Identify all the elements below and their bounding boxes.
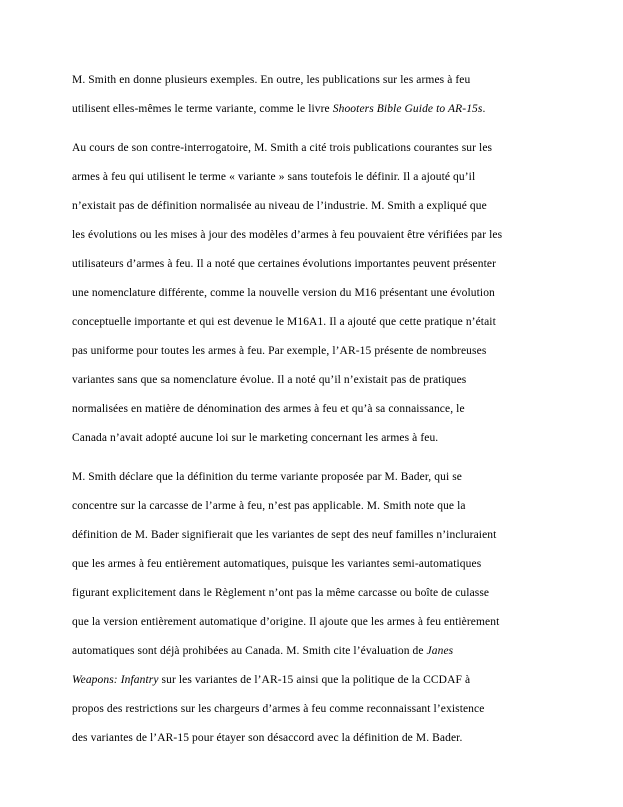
text-segment: utilisateurs d’armes à feu. Il a noté que certaines évolutions importantes peuvent présenter <box>72 258 497 270</box>
text-segment: sur les variantes de l’AR-15 ainsi que la politique de la CCDAF à <box>158 674 471 686</box>
text-segment: M. Smith déclare que la définition du terme variante proposée par M. Bader, qui se <box>72 471 462 483</box>
text-segment: définition de M. Bader signifierait que les variantes de sept des neuf familles n’incluraient <box>72 529 497 541</box>
text-line <box>72 724 572 753</box>
text-segment: Canada n’avait adopté aucune loi sur le marketing concernant les armes à feu. <box>72 432 439 444</box>
text-line <box>72 695 572 724</box>
text-line <box>72 250 572 279</box>
text-segment: les évolutions ou les mises à jour des modèles d’armes à feu pouvaient être vérifiées par les <box>72 229 503 241</box>
text-line <box>72 608 572 637</box>
text-segment: . <box>482 103 486 115</box>
text-line <box>72 395 572 424</box>
italic-text-segment: Janes <box>426 645 454 657</box>
text-segment: concentre sur la carcasse de l’arme à feu, n’est pas applicable. M. Smith note que la <box>72 500 466 512</box>
text-line <box>72 192 572 221</box>
text-segment: figurant explicitement dans le Règlement n’ont pas la même carcasse ou boîte de culasse <box>72 587 490 599</box>
text-segment: n’existait pas de définition normalisée au niveau de l’industrie. M. Smith a expliqué que <box>72 200 487 212</box>
text-segment: automatiques sont déjà prohibées au Canada. M. Smith cite l’évaluation de <box>72 645 427 657</box>
text-line <box>72 95 572 124</box>
paragraph-3 <box>72 463 572 753</box>
text-line <box>72 308 572 337</box>
document-text-block <box>72 66 572 763</box>
text-line <box>72 424 572 453</box>
text-segment: pas uniforme pour toutes les armes à feu. Par exemple, l’AR-15 présente de nombreuses <box>72 345 487 357</box>
text-segment: M. Smith en donne plusieurs exemples. En outre, les publications sur les armes à feu <box>72 74 471 86</box>
text-segment: des variantes de l’AR-15 pour étayer son désaccord avec la définition de M. Bader. <box>72 732 463 744</box>
text-line <box>72 579 572 608</box>
text-line <box>72 492 572 521</box>
italic-text-segment: Weapons: Infantry <box>72 674 159 686</box>
text-line <box>72 463 572 492</box>
text-line <box>72 337 572 366</box>
text-line <box>72 134 572 163</box>
text-line <box>72 637 572 666</box>
text-line <box>72 521 572 550</box>
text-segment: variantes sans que sa nomenclature évolue. Il a noté qu’il n’existait pas de pratiques <box>72 374 467 386</box>
paragraph-1 <box>72 66 572 124</box>
text-line <box>72 550 572 579</box>
text-segment: armes à feu qui utilisent le terme « variante » sans toutefois le définir. Il a ajouté qu’il <box>72 171 476 183</box>
text-segment: une nomenclature différente, comme la nouvelle version du M16 présentant une évolution <box>72 287 495 299</box>
text-segment: conceptuelle importante et qui est devenue le M16A1. Il a ajouté que cette pratique n’était <box>72 316 496 328</box>
text-segment: utilisent elles-mêmes le terme variante, comme le livre <box>72 103 333 115</box>
text-line <box>72 66 572 95</box>
paragraph-2 <box>72 134 572 453</box>
text-line <box>72 666 572 695</box>
text-line <box>72 221 572 250</box>
italic-text-segment: Shooters Bible Guide to AR-15s <box>332 103 483 115</box>
text-line <box>72 366 572 395</box>
text-segment: Au cours de son contre-interrogatoire, M. Smith a cité trois publications courantes sur les <box>72 142 493 154</box>
text-segment: que la version entièrement automatique d’origine. Il ajoute que les armes à feu entièrement <box>72 616 500 628</box>
text-line <box>72 279 572 308</box>
text-segment: propos des restrictions sur les chargeurs d’armes à feu comme reconnaissant l’existence <box>72 703 485 715</box>
text-segment: normalisées en matière de dénomination des armes à feu et qu’à sa connaissance, le <box>72 403 465 415</box>
text-segment: que les armes à feu entièrement automatiques, puisque les variantes semi-automatiques <box>72 558 482 570</box>
text-line <box>72 163 572 192</box>
